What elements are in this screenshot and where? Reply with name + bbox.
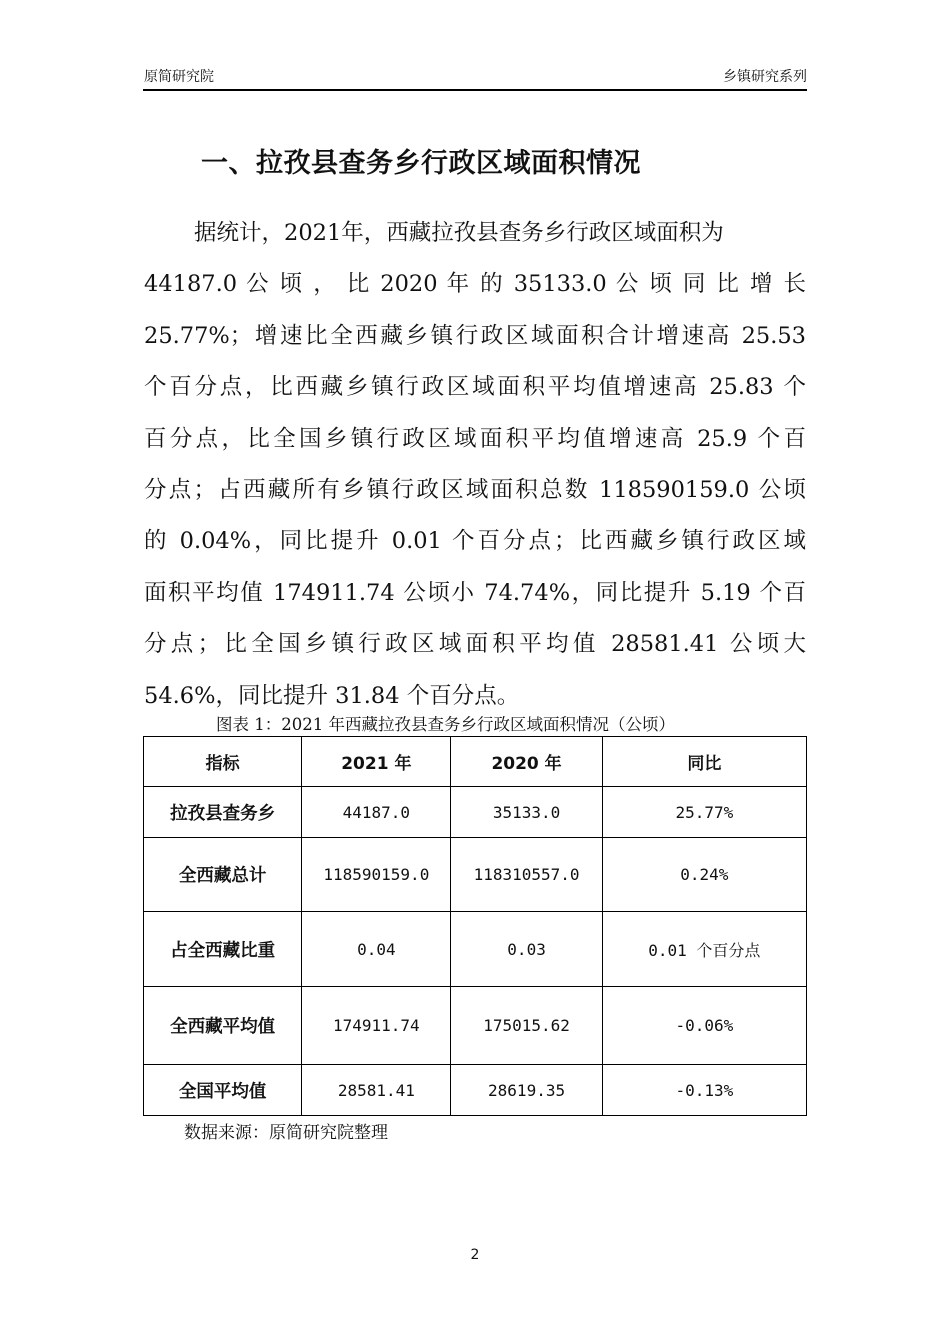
paragraph-line: 面积平均值 174911.74 公顷小 74.74%，同比提升 5.19 个百	[144, 579, 806, 606]
area-table	[143, 736, 807, 1116]
table-cell: 0.24%	[602, 838, 806, 912]
section-title: 一、拉孜县查务乡行政区域面积情况	[201, 148, 641, 179]
table-cell: 44187.0	[302, 787, 451, 838]
paragraph-line: 据统计，2021年，西藏拉孜县查务乡行政区域面积为	[194, 220, 724, 246]
table-row	[144, 1065, 807, 1116]
table-caption: 图表 1：2021 年西藏拉孜县查务乡行政区域面积情况（公顷）	[216, 715, 675, 734]
row-label: 全西藏平均值	[144, 987, 302, 1065]
table-row	[144, 838, 807, 912]
table-cell: 28581.41	[302, 1065, 451, 1116]
paragraph-line: 分点；比全国乡镇行政区域面积平均值 28581.41 公顷大	[144, 631, 806, 658]
table-cell: 118310557.0	[451, 838, 602, 912]
table-cell: 0.03	[451, 912, 602, 987]
page-number: 2	[470, 1247, 480, 1263]
column-header: 同比	[602, 737, 806, 787]
row-label: 拉孜县查务乡	[144, 787, 302, 838]
paragraph-line: 的 0.04%，同比提升 0.01 个百分点；比西藏乡镇行政区域	[144, 528, 806, 555]
header-series-name: 乡镇研究系列	[723, 69, 807, 85]
table-cell: 28619.35	[451, 1065, 602, 1116]
table-cell: -0.06%	[602, 987, 806, 1065]
row-label: 占全西藏比重	[144, 912, 302, 987]
body-paragraph	[144, 208, 806, 722]
table-cell: 25.77%	[602, 787, 806, 838]
table-cell: 118590159.0	[302, 838, 451, 912]
table-row	[144, 787, 807, 838]
table-cell: 175015.62	[451, 987, 602, 1065]
column-header: 指标	[144, 737, 302, 787]
paragraph-line: 25.77%；增速比全西藏乡镇行政区域面积合计增速高 25.53	[144, 322, 806, 349]
table-cell: 0.01 个百分点	[602, 912, 806, 987]
paragraph-line: 百分点，比全国乡镇行政区域面积平均值增速高 25.9 个百	[144, 425, 806, 452]
row-label: 全西藏总计	[144, 838, 302, 912]
table-cell: 174911.74	[302, 987, 451, 1065]
column-header: 2020 年	[451, 737, 602, 787]
paragraph-line: 44187.0 公 顷 ， 比 2020 年 的 35133.0 公 顷 同 比 增 长	[144, 271, 806, 298]
data-source-note: 数据来源：原简研究院整理	[184, 1123, 388, 1143]
paragraph-line: 个百分点，比西藏乡镇行政区域面积平均值增速高 25.83 个	[144, 374, 806, 401]
table-cell: 0.04	[302, 912, 451, 987]
table-cell: 35133.0	[451, 787, 602, 838]
table-cell: -0.13%	[602, 1065, 806, 1116]
row-label: 全国平均值	[144, 1065, 302, 1116]
header-org-name: 原简研究院	[144, 69, 214, 85]
table-row	[144, 987, 807, 1065]
paragraph-line: 分点；占西藏所有乡镇行政区域面积总数 118590159.0 公顷	[144, 476, 806, 503]
table-row	[144, 912, 807, 987]
header-divider	[143, 89, 807, 91]
table-header-row	[144, 737, 807, 787]
column-header: 2021 年	[302, 737, 451, 787]
paragraph-line: 54.6%，同比提升 31.84 个百分点。	[144, 682, 520, 709]
